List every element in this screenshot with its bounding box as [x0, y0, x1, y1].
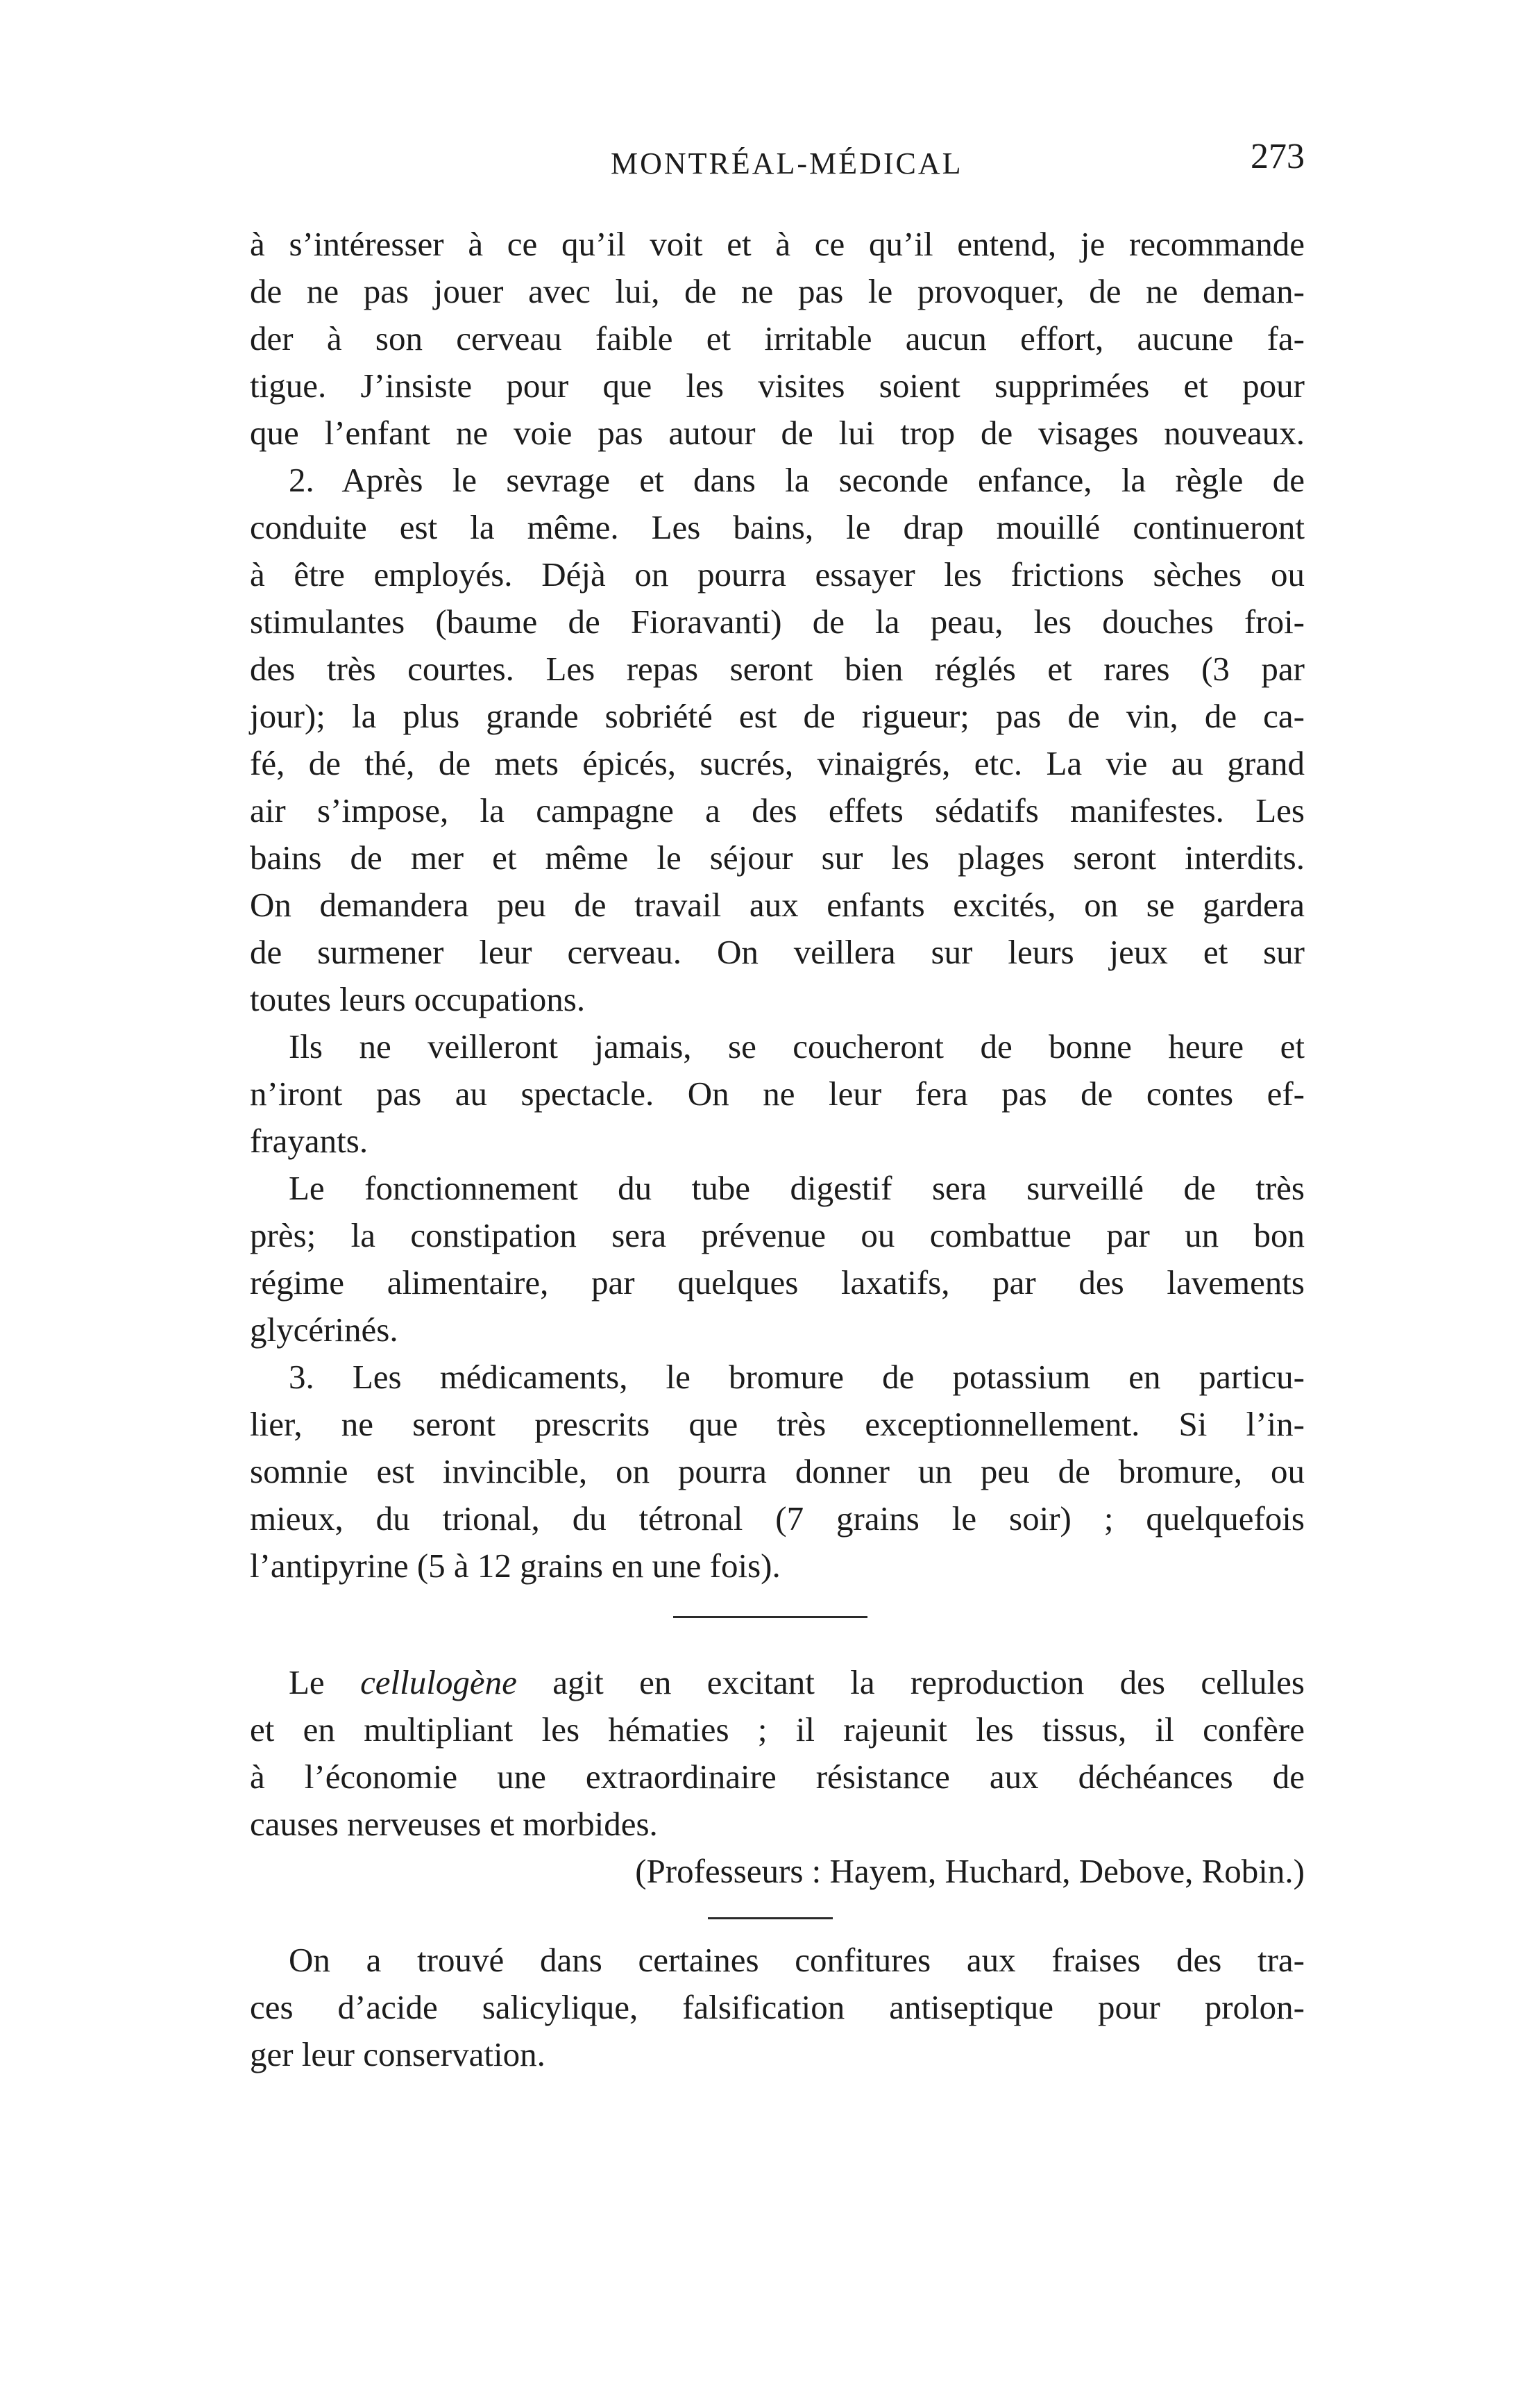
text-line: près; la constipation sera prévenue ou combattue par un bon	[250, 1216, 1305, 1254]
text-line: jour); la plus grande sobriété est de rigueur; pas de vin, de ca-	[250, 697, 1305, 735]
text-line: des très courtes. Les repas seront bien réglés et rares (3 par	[250, 650, 1305, 688]
text-line: causes nerveuses et morbides.	[250, 1805, 658, 1843]
italic-term: cellulogène	[360, 1663, 517, 1701]
text-line: de ne pas jouer avec lui, de ne pas le provoquer, de ne deman-	[250, 272, 1305, 310]
section-cellulogene	[250, 1659, 1305, 1895]
text-line: à l’économie une extraordinaire résistance aux déchéances de	[250, 1758, 1305, 1796]
text-line: frayants.	[250, 1122, 369, 1160]
running-head	[250, 136, 1305, 185]
text-line: 2. Après le sevrage et dans la seconde enfance, la règle de	[289, 461, 1305, 499]
text-run: agit en excitant la reproduction des cellules	[552, 1663, 1305, 1701]
section-confitures	[250, 1937, 1305, 2078]
text-line	[250, 1659, 1305, 1706]
text-line: ces d’acide salicylique, falsification antiseptique pour prolon-	[250, 1988, 1305, 2026]
text-line: der à son cerveau faible et irritable aucun effort, aucune fa-	[250, 319, 1305, 357]
text-line: à s’intéresser à ce qu’il voit et à ce qu’il entend, je recommande	[250, 225, 1305, 263]
text-line: 3. Les médicaments, le bromure de potassium en particu-	[289, 1358, 1305, 1396]
section-divider	[708, 1917, 833, 1919]
text-line: régime alimentaire, par quelques laxatifs, par des lavements	[250, 1263, 1305, 1302]
attribution: (Professeurs : Hayem, Huchard, Debove, Robin.)	[635, 1852, 1305, 1890]
text-line: conduite est la même. Les bains, le drap mouillé continueront	[250, 508, 1305, 546]
section-divider	[673, 1616, 867, 1618]
text-line: l’antipyrine (5 à 12 grains en une fois).	[250, 1547, 781, 1585]
section-treatment-text	[250, 221, 1305, 1590]
text-line: n’iront pas au spectacle. On ne leur fera pas de contes ef-	[250, 1075, 1305, 1113]
journal-title: MONTRÉAL-MÉDICAL	[611, 146, 963, 180]
text-line: toutes leurs occupations.	[250, 980, 586, 1018]
text-line: à être employés. Déjà on pourra essayer les frictions sèches ou	[250, 555, 1305, 593]
text-line: On a trouvé dans certaines confitures aux fraises des tra-	[289, 1941, 1305, 1979]
text-line: glycérinés.	[250, 1311, 398, 1349]
text-line: bains de mer et même le séjour sur les plages seront interdits.	[250, 839, 1305, 877]
text-line: de surmener leur cerveau. On veillera sur leurs jeux et sur	[250, 933, 1305, 971]
text-line: somnie est invincible, on pourra donner un peu de bromure, ou	[250, 1452, 1305, 1490]
text-line: stimulantes (baume de Fioravanti) de la peau, les douches froi-	[250, 603, 1305, 641]
text-line: On demandera peu de travail aux enfants excités, on se gardera	[250, 886, 1305, 924]
text-line: lier, ne seront prescrits que très exceptionnellement. Si l’in-	[250, 1405, 1305, 1443]
page-number: 273	[1251, 137, 1305, 176]
text-line: ger leur conservation.	[250, 2035, 545, 2073]
text-line: air s’impose, la campagne a des effets sédatifs manifestes. Les	[250, 791, 1305, 830]
text-line: tigue. J’insiste pour que les visites soient supprimées et pour	[250, 367, 1305, 405]
text-line: mieux, du trional, du tétronal (7 grains le soir) ; quelquefois	[250, 1499, 1305, 1538]
text-line: fé, de thé, de mets épicés, sucrés, vinaigrés, etc. La vie au grand	[250, 744, 1305, 782]
text-line: Le fonctionnement du tube digestif sera surveillé de très	[289, 1169, 1305, 1207]
text-line: que l’enfant ne voie pas autour de lui trop de visages nouveaux.	[250, 414, 1305, 452]
text-run: Le	[289, 1663, 325, 1701]
text-line: et en multipliant les hématies ; il rajeunit les tissus, il confère	[250, 1710, 1305, 1749]
text-line: Ils ne veilleront jamais, se coucheront de bonne heure et	[289, 1027, 1305, 1066]
